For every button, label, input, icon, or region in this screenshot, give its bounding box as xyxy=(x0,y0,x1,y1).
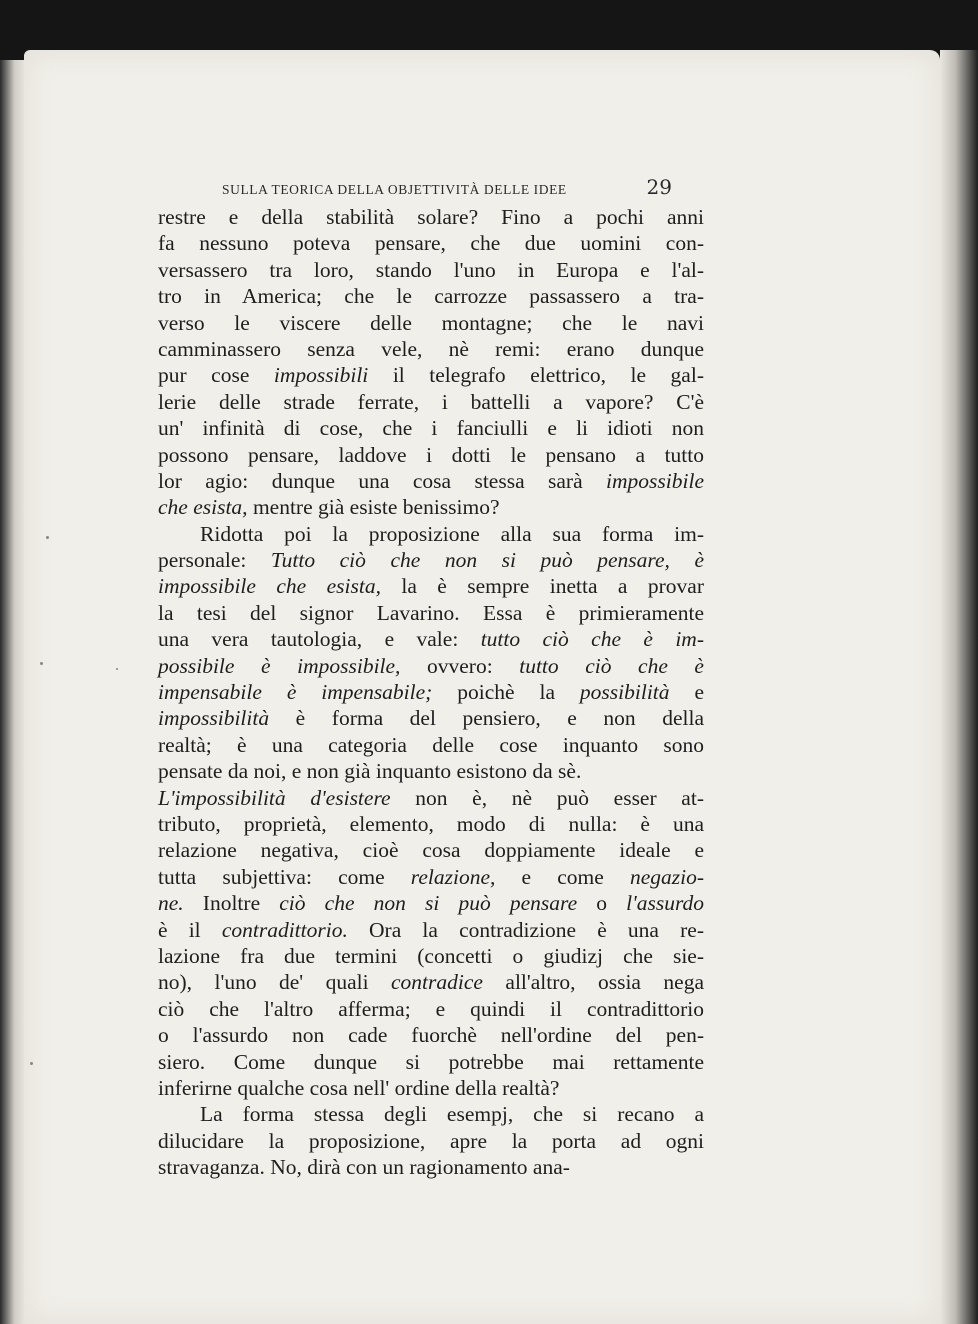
text-line xyxy=(158,785,704,811)
text-line xyxy=(158,204,704,230)
text-segment: pensate da noi, e non già inquanto esistono da sè. xyxy=(158,759,582,784)
italic-segment: possibilità xyxy=(579,680,670,705)
text-segment: è forma del pensiero, e non della xyxy=(269,706,704,731)
text-segment: pur cose xyxy=(158,363,274,388)
text-segment: la tesi del signor Lavarino. Essa è primieramente xyxy=(158,600,704,625)
text-segment: Ridotta poi la proposizione alla sua forma im- xyxy=(200,521,704,546)
italic-segment: possibile è impossibile, xyxy=(158,653,401,678)
text-line xyxy=(158,336,704,362)
text-line xyxy=(158,917,704,943)
text-segment: Inoltre xyxy=(183,891,280,916)
text-segment: il telegrafo elettrico, le gal- xyxy=(368,363,704,388)
text-segment: lerie delle strade ferrate, i battelli a vapore? C'è xyxy=(158,389,704,414)
italic-segment: impossibile xyxy=(606,468,704,493)
text-segment: o xyxy=(577,891,627,916)
text-segment: lazione fra due termini (concetti o giudizj che sie- xyxy=(158,943,704,968)
text-segment: mentre già esiste benissimo? xyxy=(247,495,500,520)
text-line xyxy=(158,969,704,995)
text-segment: verso le viscere delle montagne; che le navi xyxy=(158,310,704,335)
text-segment: una vera tautologia, e vale: xyxy=(158,627,481,652)
text-segment: stravaganza. No, dirà con un ragionamento ana- xyxy=(158,1155,570,1180)
italic-segment: L'impossibilità d'esistere xyxy=(158,785,391,810)
text-segment: all'altro, ossia nega xyxy=(482,970,704,995)
text-line xyxy=(158,837,704,863)
italic-segment: impossibilità xyxy=(158,706,270,731)
text-segment: un' infinità di cose, che i fanciulli e li idioti non xyxy=(158,416,704,441)
text-line xyxy=(158,257,704,283)
text-line xyxy=(158,415,704,441)
italic-segment: contradice xyxy=(391,970,483,995)
text-line xyxy=(158,1101,704,1127)
text-segment: tutta subjettiva: come xyxy=(158,864,411,889)
text-line xyxy=(158,494,704,520)
text-line xyxy=(158,705,704,731)
italic-segment: negazio- xyxy=(629,864,704,889)
text-line xyxy=(158,573,704,599)
text-line xyxy=(158,600,704,626)
text-segment: inferirne qualche cosa nell' ordine della realtà? xyxy=(158,1075,560,1100)
italic-segment: Tutto ciò che non si può pensare, è xyxy=(270,548,704,573)
text-segment: lor agio: dunque una cosa stessa sarà xyxy=(158,468,607,493)
text-segment: camminassero senza vele, nè remi: erano dunque xyxy=(158,336,704,361)
text-line xyxy=(158,468,704,494)
page-number: 29 xyxy=(646,175,672,199)
text-line xyxy=(158,389,704,415)
text-line xyxy=(158,283,704,309)
text-line xyxy=(158,996,704,1022)
text-segment: versassero tra loro, stando l'uno in Europa e l'al- xyxy=(158,257,704,282)
text-line xyxy=(158,547,704,573)
italic-segment: impensabile è impensabile; xyxy=(158,680,433,705)
text-line xyxy=(158,732,704,758)
text-line xyxy=(158,864,704,890)
text-segment: siero. Come dunque si potrebbe mai rettamente xyxy=(158,1049,704,1074)
italic-segment: l'assurdo xyxy=(626,891,705,916)
text-line xyxy=(158,653,704,679)
text-segment: tributo, proprietà, elemento, modo di nulla: è una xyxy=(158,811,704,836)
text-line xyxy=(158,1049,704,1075)
text-segment: personale: xyxy=(158,548,271,573)
text-segment: o l'assurdo non cade fuorchè nell'ordine del pen- xyxy=(158,1023,704,1048)
text-segment: ciò che l'altro afferma; e quindi il contradittorio xyxy=(158,996,704,1021)
text-segment: no), l'uno de' quali xyxy=(158,970,392,995)
text-segment: e come xyxy=(495,864,630,889)
italic-segment: relazione, xyxy=(410,864,496,889)
text-line xyxy=(158,758,704,784)
text-segment: La forma stessa degli esempj, che si recano a xyxy=(200,1102,704,1127)
text-line xyxy=(158,626,704,652)
italic-segment: impossibile che esista, xyxy=(158,574,381,599)
text-segment: poichè la xyxy=(432,680,580,705)
text-segment: tro in America; che le carrozze passassero a tra- xyxy=(158,284,704,309)
text-line xyxy=(158,1022,704,1048)
page-right-edge xyxy=(940,50,978,1324)
italic-segment: che esista, xyxy=(158,495,248,520)
text-segment: restre e della stabilità solare? Fino a pochi anni xyxy=(158,205,704,229)
text-line xyxy=(158,1154,704,1180)
text-line xyxy=(158,1075,704,1101)
italic-segment: contradittorio. xyxy=(221,917,348,942)
text-line xyxy=(158,310,704,336)
text-segment: la è sempre inetta a provar xyxy=(380,574,704,599)
text-segment: fa nessuno poteva pensare, che due uomini con- xyxy=(158,231,704,256)
text-segment: relazione negativa, cioè cosa doppiamente ideale e xyxy=(158,838,704,863)
text-segment: Ora la contradizione è una re- xyxy=(347,917,704,942)
text-segment: è il xyxy=(158,917,222,942)
text-line xyxy=(158,362,704,388)
text-line xyxy=(158,811,704,837)
page-header xyxy=(222,175,672,199)
text-segment: possono pensare, laddove i dotti le pensano a tutto xyxy=(158,442,704,467)
text-segment: ovvero: xyxy=(400,653,520,678)
text-line xyxy=(158,230,704,256)
text-line xyxy=(158,442,704,468)
running-head: SULLA TEORICA DELLA OBJETTIVITÀ DELLE IDEE xyxy=(222,182,567,197)
italic-segment: impossibili xyxy=(273,363,369,388)
italic-segment: tutto ciò che è im- xyxy=(480,627,704,652)
italic-segment: ciò che non si può pensare xyxy=(279,891,578,916)
text-line xyxy=(158,943,704,969)
text-line xyxy=(158,1128,704,1154)
italic-segment: ne. xyxy=(158,891,184,916)
italic-segment: tutto ciò che è xyxy=(519,653,704,678)
text-segment: realtà; è una categoria delle cose inquanto sono xyxy=(158,732,704,757)
body-text xyxy=(158,204,704,1180)
text-line xyxy=(158,521,704,547)
book-gutter-edge xyxy=(0,60,24,1324)
text-line xyxy=(158,679,704,705)
text-segment: dilucidare la proposizione, apre la porta ad ogni xyxy=(158,1128,704,1153)
text-line xyxy=(158,890,704,916)
text-segment: e xyxy=(669,680,704,705)
text-segment: non è, nè può esser at- xyxy=(390,785,704,810)
